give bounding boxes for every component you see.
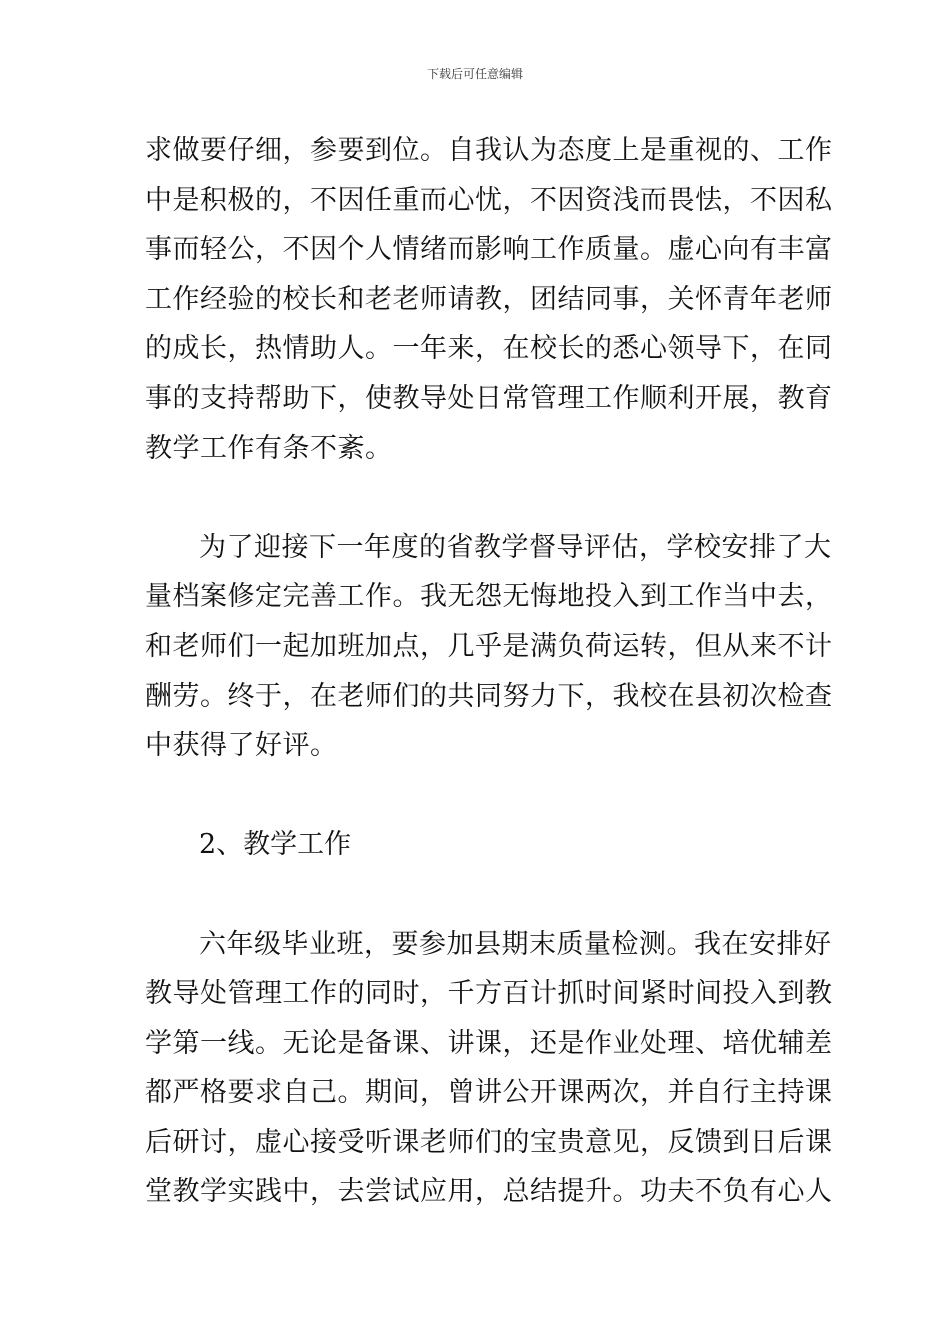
paragraph-line: 六年级毕业班，要参加县期末质量检测。我在安排好 [199,928,832,960]
paragraph-line: 事而轻公，不因个人情绪而影响工作质量。虚心向有丰富 [145,234,833,266]
paragraph-line: 教学工作有条不紊。 [145,432,393,464]
paragraph-3 [145,920,833,1218]
paragraph-line: 量档案修定完善工作。我无怨无悔地投入到工作当中去， [145,581,833,613]
paragraph-line: 为了迎接下一年度的省教学督导评估，学校安排了大 [199,531,832,563]
paragraph-line: 堂教学实践中，去尝试应用，总结提升。功夫不负有心人 [145,1176,833,1208]
paragraph-line: 的成长，热情助人。一年来，在校长的悉心领导下，在同 [145,333,833,365]
paragraph-line: 中是积极的，不因任重而心忧，不因资浅而畏怯，不因私 [145,184,833,216]
paragraph-line: 工作经验的校长和老老师请教，团结同事，关怀青年老师 [145,283,833,315]
paragraph-line: 教导处管理工作的同时，千方百计抓时间紧时间投入到教 [145,978,833,1010]
paragraph-line: 事的支持帮助下，使教导处日常管理工作顺利开展，教育 [145,382,833,414]
paragraph-gap [145,771,807,821]
paragraph-2 [145,523,833,771]
paragraph-line: 都严格要求自己。期间，曾讲公开课两次，并自行主持课 [145,1077,833,1109]
paragraph-gap [145,473,807,523]
paragraph-1 [145,126,833,473]
paragraph-line: 求做要仔细，参要到位。自我认为态度上是重视的、工作 [145,135,833,166]
paragraph-line: 学第一线。无论是备课、讲课，还是作业处理、培优辅差 [145,1027,833,1059]
paragraph-line: 和老师们一起加班加点，几乎是满负荷运转，但从来不计 [145,630,833,662]
document-body [145,126,833,1217]
paragraph-line: 后研讨，虚心接受听课老师们的宝贵意见，反馈到日后课 [145,1126,833,1158]
page-header: 下载后可任意编辑 [426,67,523,81]
paragraph-gap [145,870,807,920]
paragraph-line: 酬劳。终于，在老师们的共同努力下，我校在县初次检查 [145,680,833,712]
paragraph-line: 中获得了好评。 [145,730,338,762]
section-heading: 2、教学工作 [199,829,352,861]
